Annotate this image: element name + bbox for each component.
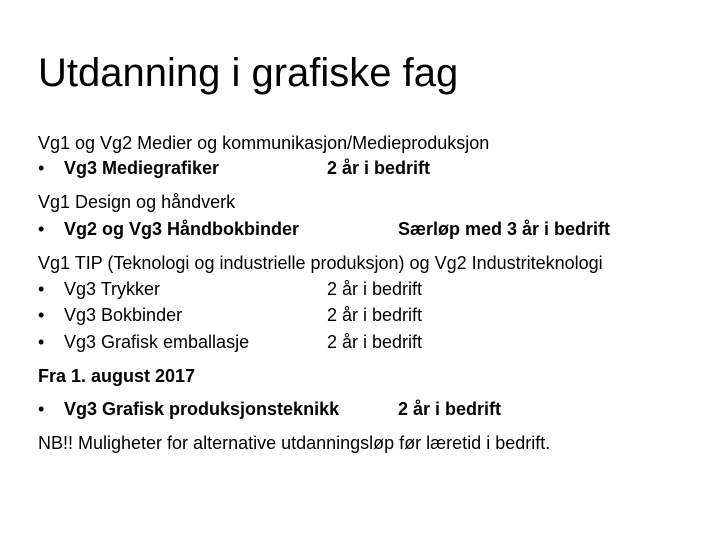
- item-detail-grafisk-emballasje: 2 år i bedrift: [327, 332, 423, 352]
- item-label-mediegrafiker: Vg3 Mediegrafiker: [64, 158, 220, 178]
- item-detail-grafisk-produksjonsteknikk: 2 år i bedrift: [398, 399, 502, 419]
- section-heading-august-2017: Fra 1. august 2017: [38, 366, 196, 386]
- bullet-icon: •: [38, 305, 45, 325]
- section-heading-medier: Vg1 og Vg2 Medier og kommunikasjon/Medieproduksjon: [38, 133, 490, 153]
- bullet-icon: •: [38, 279, 45, 299]
- item-label-trykker: Vg3 Trykker: [64, 279, 161, 299]
- item-label-grafisk-emballasje: Vg3 Grafisk emballasje: [64, 332, 250, 352]
- item-label-handbokbinder: Vg2 og Vg3 Håndbokbinder: [64, 219, 300, 239]
- bullet-icon: •: [38, 219, 45, 239]
- bullet-icon: •: [38, 332, 45, 352]
- bullet-icon: •: [38, 399, 45, 419]
- item-detail-trykker: 2 år i bedrift: [327, 279, 423, 299]
- item-detail-bokbinder: 2 år i bedrift: [327, 305, 423, 325]
- note-text: NB!! Muligheter for alternative utdanningsløp før læretid i bedrift.: [38, 433, 551, 453]
- item-detail-mediegrafiker: 2 år i bedrift: [327, 158, 431, 178]
- item-label-grafisk-produksjonsteknikk: Vg3 Grafisk produksjonsteknikk: [64, 399, 340, 419]
- slide-title: Utdanning i grafiske fag: [38, 51, 459, 95]
- section-heading-design: Vg1 Design og håndverk: [38, 192, 236, 212]
- item-detail-handbokbinder: Særløp med 3 år i bedrift: [398, 219, 611, 239]
- bullet-icon: •: [38, 158, 45, 178]
- item-label-bokbinder: Vg3 Bokbinder: [64, 305, 183, 325]
- section-heading-tip: Vg1 TIP (Teknologi og industrielle produksjon) og Vg2 Industriteknologi: [38, 253, 603, 273]
